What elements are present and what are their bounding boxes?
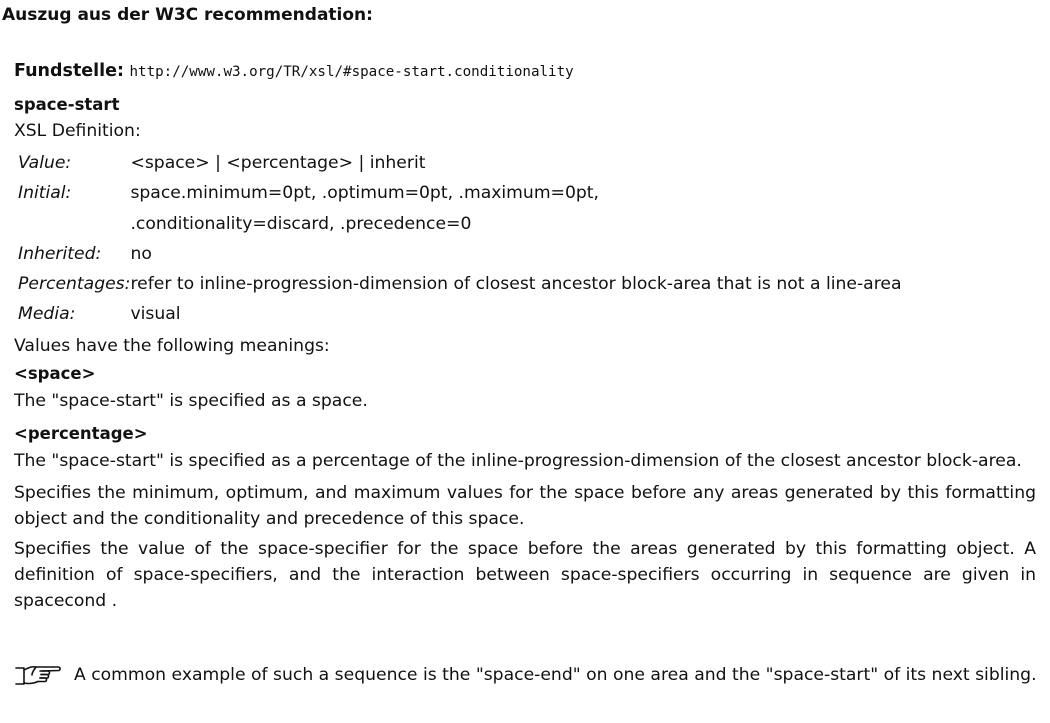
property-value: refer to inline-progression-dimension of closest ancestor block-area that is not a line-area — [130, 274, 902, 295]
property-value: .conditionality=discard, .precedence=0 — [130, 213, 472, 234]
property-key: Inherited: — [18, 243, 102, 264]
property-table — [18, 148, 902, 330]
property-row — [18, 299, 902, 329]
pointing-hand-icon — [14, 662, 62, 688]
property-name: space-start — [14, 95, 120, 114]
property-value: no — [130, 243, 152, 264]
property-key: Percentages: — [18, 274, 131, 295]
fundstelle-url: http://www.w3.org/TR/xsl/#space-start.conditionality — [129, 64, 574, 80]
property-row — [18, 209, 902, 239]
value-name: <space> — [14, 363, 96, 383]
property-value: <space> | <percentage> | inherit — [130, 153, 426, 173]
xsl-definition-label: XSL Definition: — [14, 121, 141, 141]
w3c-excerpt — [14, 58, 1036, 614]
fundstelle — [14, 58, 1036, 86]
value-description: The "space-start" is specified as a space. — [14, 390, 368, 411]
property-value: space.minimum=0pt, .optimum=0pt, .maximum=0pt, — [130, 183, 600, 204]
property-key: Value: — [18, 153, 72, 173]
value-name: <percentage> — [14, 423, 148, 443]
property-value: visual — [130, 304, 181, 325]
property-row — [18, 178, 902, 208]
page-heading: Auszug aus der W3C recommendation: — [2, 5, 373, 25]
property-key: Initial: — [18, 183, 72, 204]
note — [14, 662, 1044, 688]
property-key: Media: — [18, 304, 76, 325]
value-description: The "space-start" is specified as a percentage of the inline-progression-dimension of the closest ancestor block-area. — [14, 450, 1022, 471]
note-text: A common example of such a sequence is the "space-end" on one area and the "space-start" of its next sibling. — [74, 665, 1037, 685]
fundstelle-label: Fundstelle: — [14, 61, 125, 81]
property-row — [18, 148, 902, 178]
property-key — [18, 209, 130, 239]
property-row — [18, 269, 902, 299]
paragraph: Specifies the value of the space-specifier for the space before the areas generated by this formatting object. A definition of space-specifiers, and the interaction between space-specifiers occurring in sequence are given in spacecond . — [14, 538, 1036, 611]
meanings-intro: Values have the following meanings: — [14, 335, 330, 356]
paragraph: Specifies the minimum, optimum, and maximum values for the space before any areas generated by this formatting object and the conditionality and precedence of this space. — [14, 482, 1036, 529]
property-row — [18, 239, 902, 269]
